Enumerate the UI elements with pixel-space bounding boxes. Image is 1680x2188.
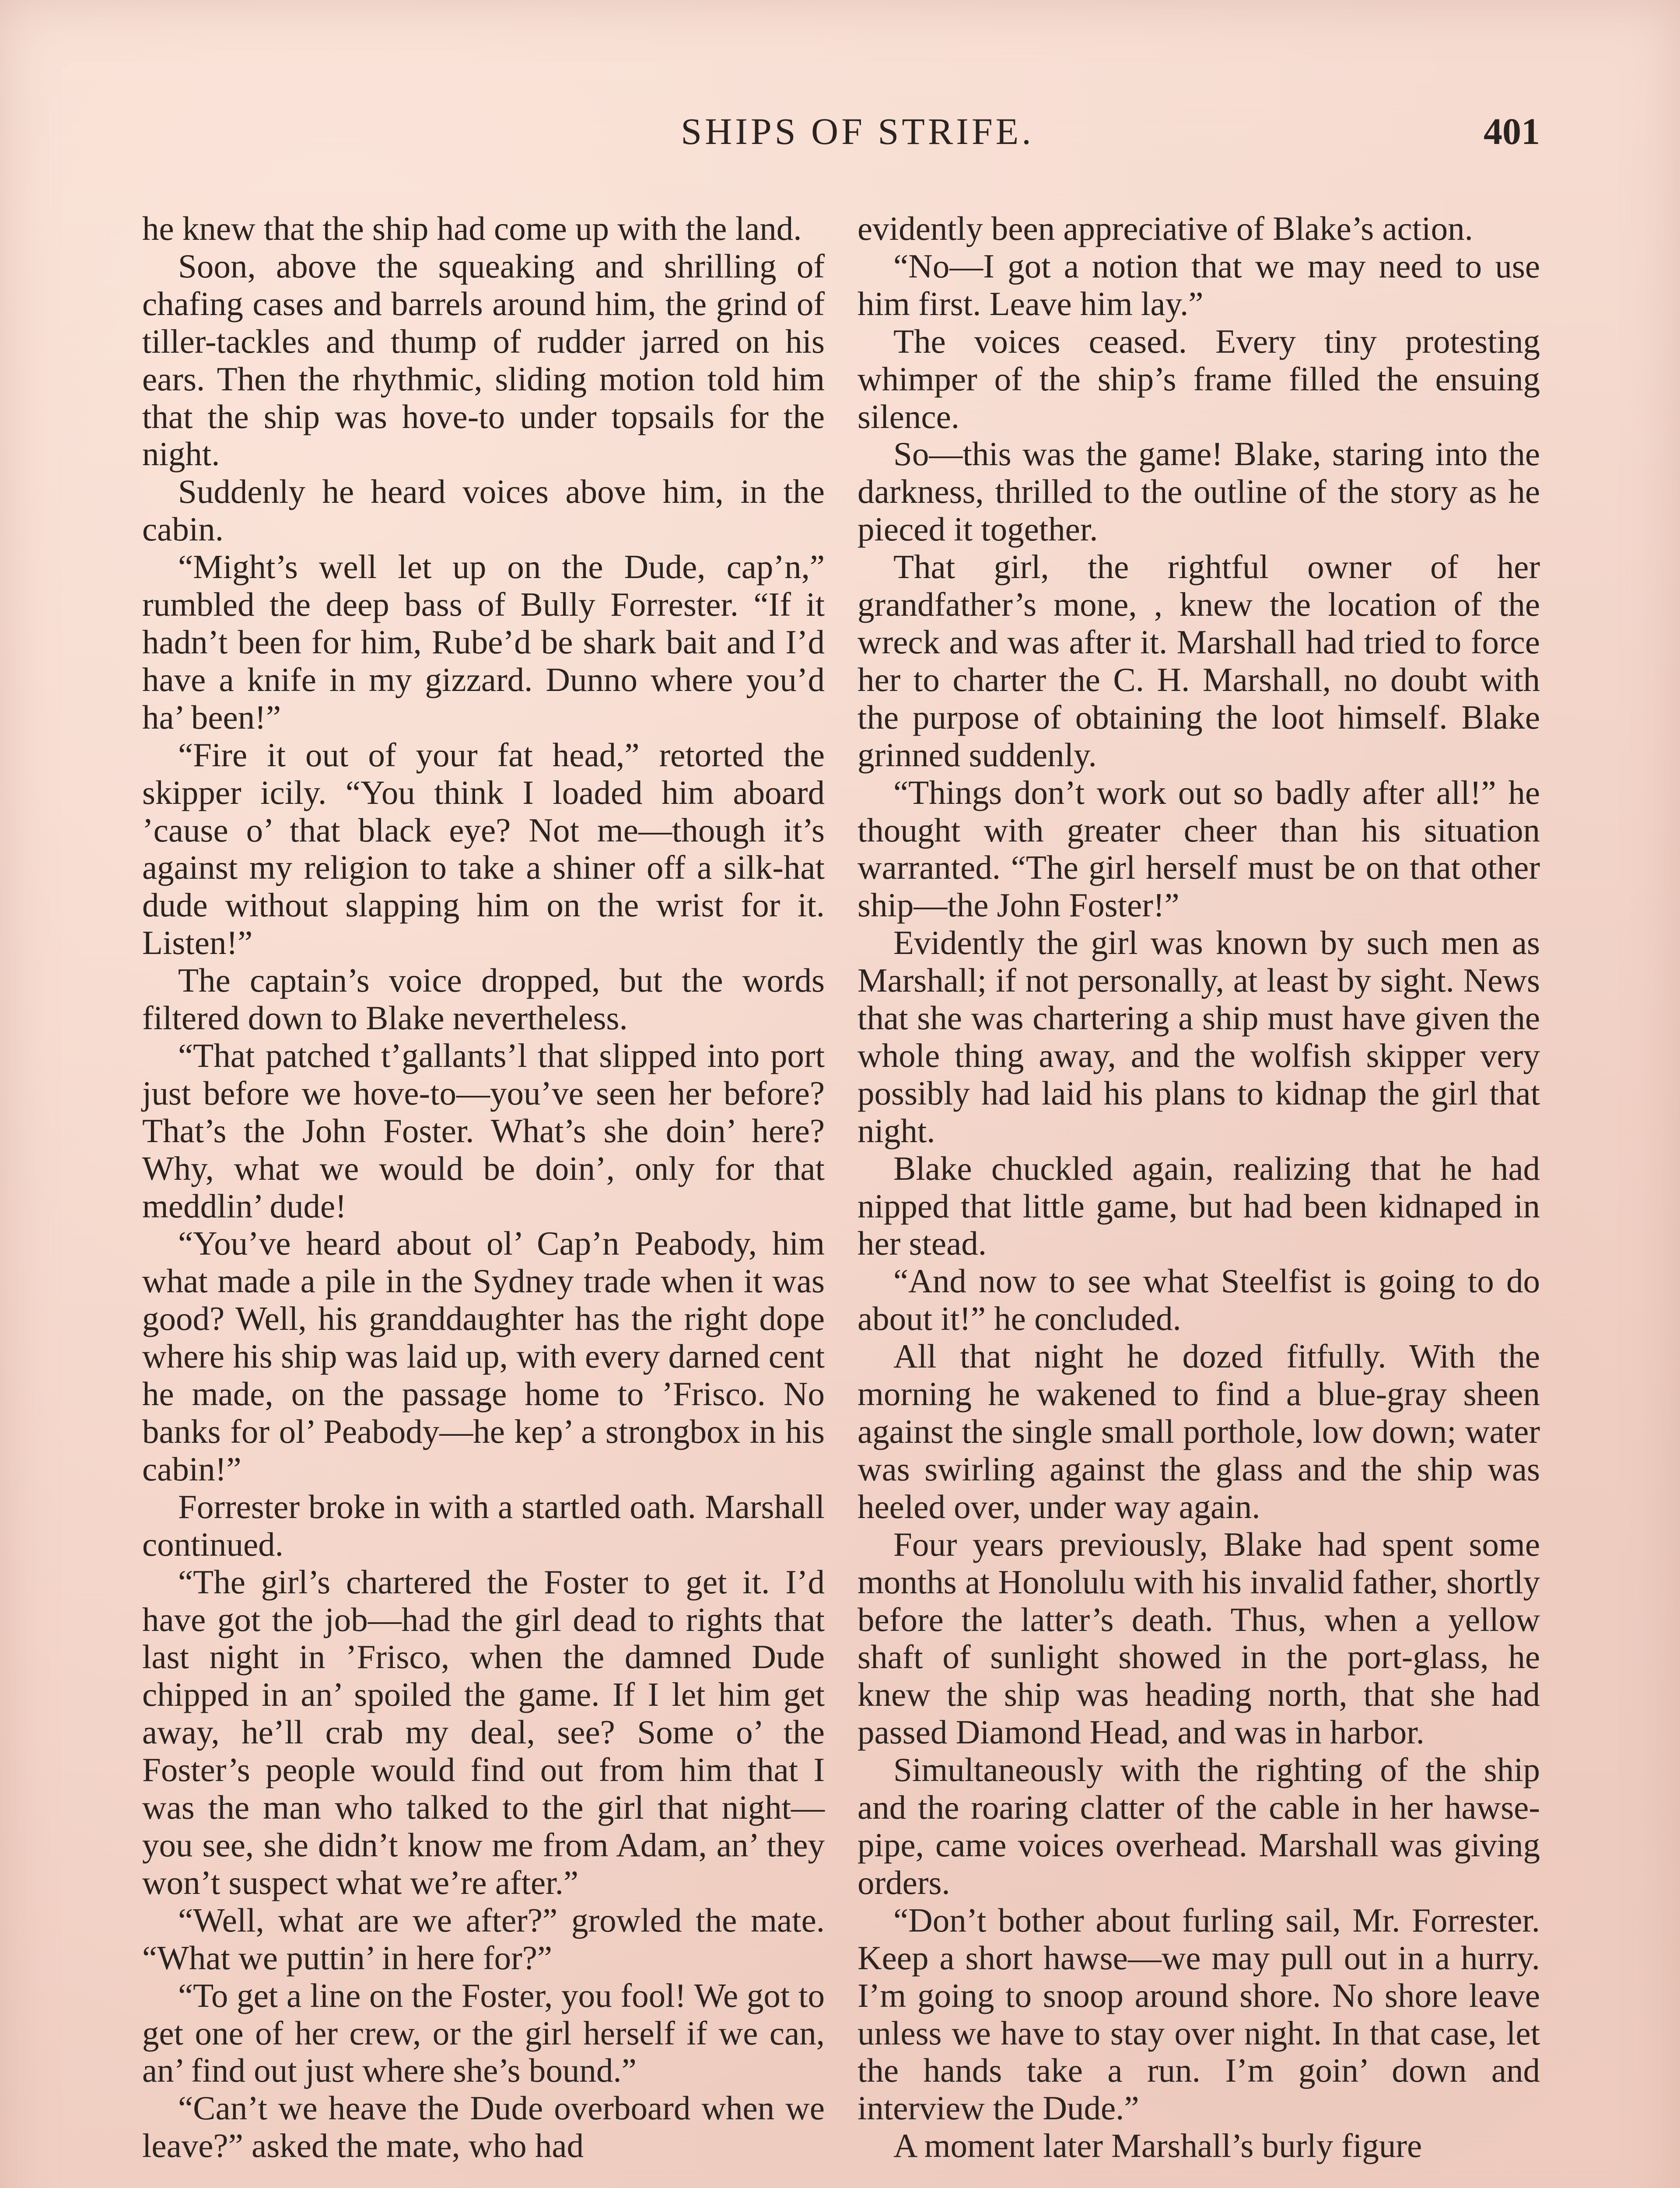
- page-header: [0, 109, 1680, 162]
- paragraph: Four years previously, Blake had spent some months at Honolulu with his invalid father, shortly before the latter’s death. Thus, when a yellow shaft of sunlight showed in the port-glass, he knew the ship was heading north, that she had passed Diamond Head, and was in harbor.: [858, 1525, 1540, 1751]
- paragraph: The captain’s voice dropped, but the words filtered down to Blake nevertheless.: [142, 961, 825, 1037]
- paragraph: “Don’t bother about furling sail, Mr. Forrester. Keep a short hawse—we may pull out in a hurry. I’m going to snoop around shore. No shore leave unless we have to stay over night. In that case, let the hands take a run. I’m goin’ down and interview the Dude.”: [858, 1901, 1540, 2127]
- paragraph: “Well, what are we after?” growled the mate. “What we puttin’ in here for?”: [142, 1901, 825, 1977]
- paragraph: So—this was the game! Blake, staring into the darkness, thrilled to the outline of the story as he pieced it together.: [858, 435, 1540, 548]
- paragraph: “You’ve heard about ol’ Cap’n Peabody, him what made a pile in the Sydney trade when it was good? Well, his granddaughter has the right dope where his ship was laid up, with every darned cent he made, on the passage home to ’Frisco. No banks for ol’ Peabody—he kep’ a strongbox in his cabin!”: [142, 1224, 825, 1488]
- paragraph: Soon, above the squeaking and shrilling of chafing cases and barrels around him, the grind of tiller-tackles and thump of rudder jarred on his ears. Then the rhythmic, sliding motion told him that the ship was hove-to under topsails for the night.: [142, 247, 825, 473]
- right-column: [858, 210, 1540, 2165]
- page-number: 401: [1484, 110, 1540, 152]
- running-title: SHIPS OF STRIFE.: [681, 110, 1034, 152]
- paragraph: All that night he dozed fitfully. With the morning he wakened to find a blue-gray sheen against the single small porthole, low down; water was swirling against the glass and the ship was heeled over, under way again.: [858, 1337, 1540, 1525]
- paragraph: “Fire it out of your fat head,” retorted the skipper icily. “You think I loaded him aboard ’cause o’ that black eye? Not me—though it’s against my religion to take a shiner off a silk-hat dude without slapping him on the wrist for it. Listen!”: [142, 736, 825, 962]
- paragraph: The voices ceased. Every tiny protesting whimper of the ship’s frame filled the ensuing silence.: [858, 322, 1540, 435]
- paragraph: That girl, the rightful owner of her grandfather’s mone, , knew the location of the wreck and was after it. Marshall had tried to force her to charter the C. H. Marshall, no doubt with the purpose of obtaining the loot himself. Blake grinned suddenly.: [858, 548, 1540, 774]
- paragraph: “And now to see what Steelfist is going to do about it!” he concluded.: [858, 1262, 1540, 1338]
- left-column: [142, 210, 825, 2165]
- paragraph: Forrester broke in with a startled oath. Marshall continued.: [142, 1487, 825, 1563]
- paragraph: Blake chuckled again, realizing that he had nipped that little game, but had been kidnaped in her stead.: [858, 1149, 1540, 1262]
- paragraph: “Might’s well let up on the Dude, cap’n,” rumbled the deep bass of Bully Forrester. “If it hadn’t been for him, Rube’d be shark bait and I’d have a knife in my gizzard. Dunno where you’d ha’ been!”: [142, 548, 825, 736]
- paragraph: Evidently the girl was known by such men as Marshall; if not personally, at least by sight. News that she was chartering a ship must have given the whole thing away, and the wolfish skipper very possibly had laid his plans to kidnap the girl that night.: [858, 924, 1540, 1150]
- paragraph: Simultaneously with the righting of the ship and the roaring clatter of the cable in her hawse-pipe, came voices overhead. Marshall was giving orders.: [858, 1751, 1540, 1901]
- paragraph: he knew that the ship had come up with the land.: [142, 210, 802, 247]
- paragraph: “Things don’t work out so badly after all!” he thought with greater cheer than his situation warranted. “The girl herself must be on that other ship—the John Foster!”: [858, 773, 1540, 924]
- paragraph: Suddenly he heard voices above him, in the cabin.: [142, 473, 825, 548]
- paragraph: “The girl’s chartered the Foster to get it. I’d have got the job—had the girl dead to rights that last night in ’Frisco, when the damned Dude chipped in an’ spoiled the game. If I let him get away, he’ll crab my deal, see? Some o’ the Foster’s people would find out from him that I was the man who talked to the girl that night—you see, she didn’t know me from Adam, an’ they won’t suspect what we’re after.”: [142, 1563, 825, 1901]
- paragraph: “To get a line on the Foster, you fool! We got to get one of her crew, or the girl herself if we can, an’ find out just where she’s bound.”: [142, 1976, 825, 2090]
- paragraph: “Can’t we heave the Dude overboard when we leave?” asked the mate, who had: [142, 2089, 825, 2165]
- paragraph: “No—I got a notion that we may need to use him first. Leave him lay.”: [858, 247, 1540, 323]
- paragraph: evidently been appreciative of Blake’s action.: [858, 210, 1473, 247]
- paragraph: “That patched t’gallants’l that slipped into port just before we hove-to—you’ve seen her before? That’s the John Foster. What’s she doin’ here? Why, what we would be doin’, only for that meddlin’ dude!: [142, 1036, 825, 1225]
- paragraph: A moment later Marshall’s burly figure: [893, 2127, 1422, 2165]
